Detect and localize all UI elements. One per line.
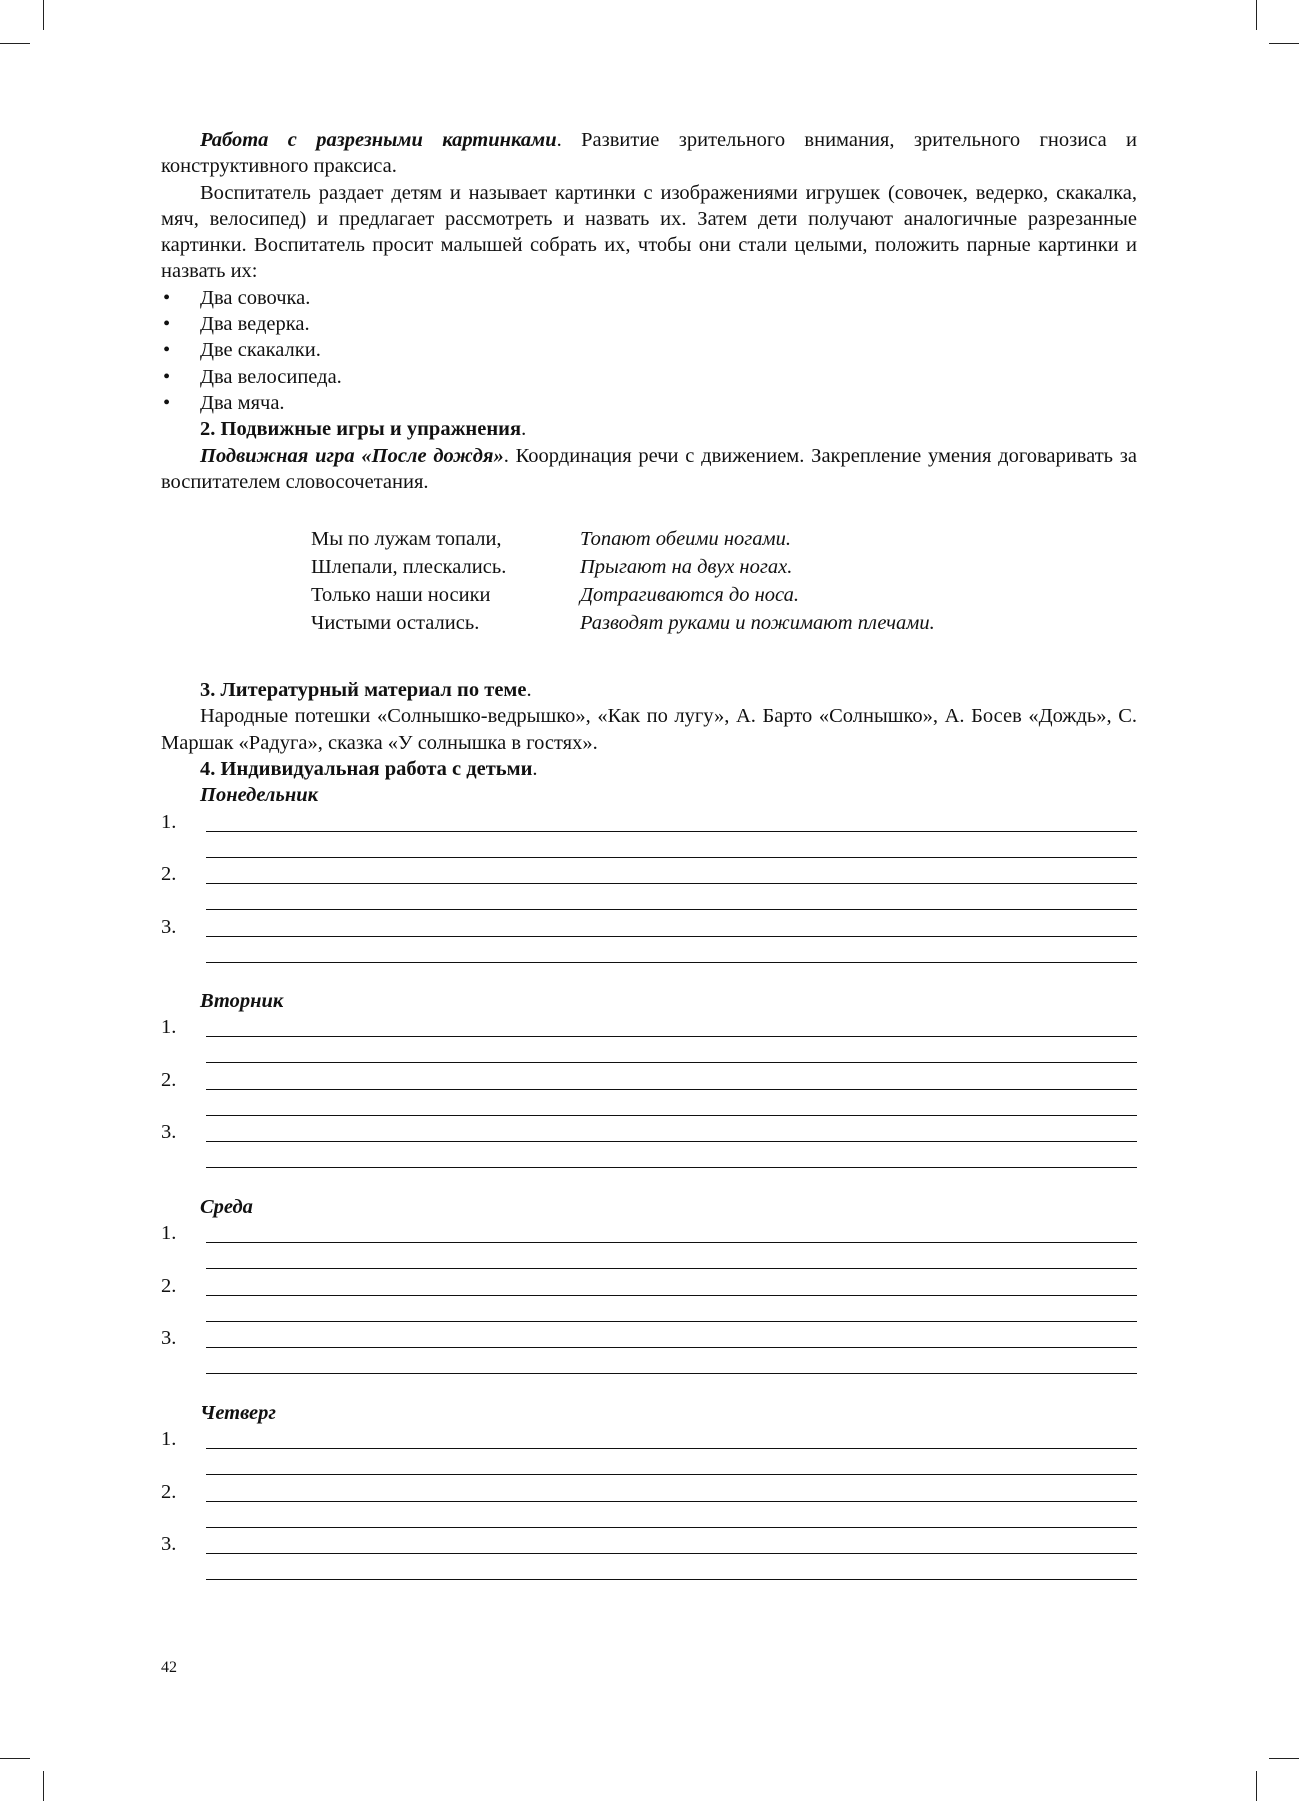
poem-line: Шлепали, плескались.: [311, 556, 507, 579]
section-title: 3. Литературный материал по теме: [200, 679, 527, 702]
poem-line: Мы по лужам топали,: [311, 528, 502, 551]
poem-row: [311, 581, 1137, 609]
poem-row: [311, 609, 1137, 637]
write-in-item: [161, 1479, 1137, 1532]
poem-row: [311, 525, 1137, 553]
section-dot: .: [521, 418, 527, 441]
list-item: • Два ведерка.: [161, 311, 1137, 337]
crop-mark: [1269, 43, 1299, 44]
write-in-item: [161, 1014, 1137, 1067]
write-line[interactable]: [206, 1141, 1137, 1142]
day-title: Четверг: [200, 1401, 276, 1424]
write-line[interactable]: [206, 1579, 1137, 1580]
day-block-monday: [161, 782, 1137, 966]
item-number: 1.: [161, 1222, 177, 1245]
write-line[interactable]: [206, 1167, 1137, 1168]
poem-row: [311, 553, 1137, 581]
write-line[interactable]: [206, 1089, 1137, 1090]
page-number: 42: [161, 1659, 177, 1676]
list-item: • Две скакалки.: [161, 337, 1137, 363]
poem-action: Прыгают на двух ногах.: [580, 556, 793, 579]
poem: [311, 525, 1137, 637]
write-line[interactable]: [206, 857, 1137, 858]
day-title: Среда: [200, 1195, 253, 1218]
write-line[interactable]: [206, 1036, 1137, 1037]
crop-mark: [1269, 1758, 1299, 1759]
item-number: 1.: [161, 1428, 177, 1451]
day-block-thursday: [161, 1400, 1137, 1584]
page-content: [161, 127, 1137, 1584]
list-item: • Два мяча.: [161, 390, 1137, 416]
write-in-item: [161, 1531, 1137, 1584]
write-line[interactable]: [206, 1062, 1137, 1063]
item-number: 3.: [161, 1533, 177, 1556]
poem-line: Только наши носики: [311, 584, 491, 607]
write-line[interactable]: [206, 962, 1137, 963]
write-line[interactable]: [206, 936, 1137, 937]
day-title: Понедельник: [200, 784, 318, 807]
write-line[interactable]: [206, 1268, 1137, 1269]
section-heading-3: [161, 677, 1137, 703]
write-line[interactable]: [206, 831, 1137, 832]
write-line[interactable]: [206, 1347, 1137, 1348]
crop-mark: [1256, 0, 1257, 30]
section-dot: .: [526, 679, 532, 702]
list-item: • Два велосипеда.: [161, 364, 1137, 390]
item-number: 1.: [161, 810, 177, 833]
game-text: . Координация речи с движением. Закрепление умения договаривать за воспитателем словосочетания.: [161, 444, 1137, 493]
section-heading-2: [161, 416, 1137, 442]
poem-line: Чистыми остались.: [311, 612, 480, 635]
write-line[interactable]: [206, 1115, 1137, 1116]
section-title: 4. Индивидуальная работа с детьми: [200, 758, 533, 781]
write-in-item: [161, 861, 1137, 914]
write-line[interactable]: [206, 1295, 1137, 1296]
day-block-wednesday: [161, 1194, 1137, 1378]
item-number: 2.: [161, 1274, 177, 1297]
crop-mark: [0, 43, 30, 44]
item-number: 3.: [161, 1121, 177, 1144]
write-in-item: [161, 1067, 1137, 1120]
item-number: 1.: [161, 1016, 177, 1039]
write-line[interactable]: [206, 1474, 1137, 1475]
paragraph-text: . Развитие зрительного внимания, зрительного гнозиса и конструктивного праксиса.: [161, 129, 1138, 178]
poem-action: Топают обеими ногами.: [580, 528, 792, 551]
crop-mark: [0, 1758, 30, 1759]
write-line[interactable]: [206, 909, 1137, 910]
section-heading-4: [161, 756, 1137, 782]
poem-action: Разводят руками и пожимают плечами.: [580, 612, 935, 635]
write-line[interactable]: [206, 1321, 1137, 1322]
paragraph-game: [161, 443, 1137, 496]
write-in-item: [161, 1273, 1137, 1326]
write-in-item: [161, 1426, 1137, 1479]
poem-action: Дотрагиваются до носа.: [580, 584, 799, 607]
write-line[interactable]: [206, 1553, 1137, 1554]
write-in-item: [161, 1220, 1137, 1273]
list-item: • Два совочка.: [161, 285, 1137, 311]
crop-mark: [43, 1771, 44, 1801]
item-number: 3.: [161, 915, 177, 938]
write-line[interactable]: [206, 1527, 1137, 1528]
write-in-item: [161, 1119, 1137, 1172]
crop-mark: [1256, 1771, 1257, 1801]
item-number: 3.: [161, 1327, 177, 1350]
paragraph-literature: Народные потешки «Солнышко-ведрышко», «Как по лугу», А. Барто «Солнышко», А. Босев «Дождь», С. Маршак «Радуга», сказка «У солнышка в гостях».: [161, 705, 1137, 754]
game-title: Подвижная игра «После дождя»: [200, 444, 504, 467]
section-title: 2. Подвижные игры и упражнения: [200, 418, 522, 441]
write-in-item: [161, 914, 1137, 967]
crop-mark: [43, 0, 44, 30]
write-line[interactable]: [206, 1501, 1137, 1502]
item-number: 2.: [161, 1480, 177, 1503]
item-number: 2.: [161, 863, 177, 886]
write-line[interactable]: [206, 1242, 1137, 1243]
write-line[interactable]: [206, 1373, 1137, 1374]
write-line[interactable]: [206, 883, 1137, 884]
day-block-tuesday: [161, 988, 1137, 1172]
paragraph-instructions: Воспитатель раздает детям и называет картинки с изображениями игрушек (совочек, ведерко, скакалка, мяч, велосипед) и предлагает рассмотреть и назвать их. Затем дети получают аналогичные разрезанные картинки. Воспитатель просит малышей собрать их, чтобы они стали целыми, положить парные картинки и назвать их:: [161, 181, 1137, 283]
paragraph-title: Работа с разрезными картинками: [200, 129, 557, 151]
write-in-item: [161, 809, 1137, 862]
write-in-item: [161, 1325, 1137, 1378]
section-dot: .: [532, 758, 538, 781]
write-line[interactable]: [206, 1448, 1137, 1449]
paragraph-cut-pictures: [161, 127, 1137, 180]
bullet-list: [161, 285, 1137, 416]
item-number: 2.: [161, 1068, 177, 1091]
day-title: Вторник: [200, 990, 284, 1013]
